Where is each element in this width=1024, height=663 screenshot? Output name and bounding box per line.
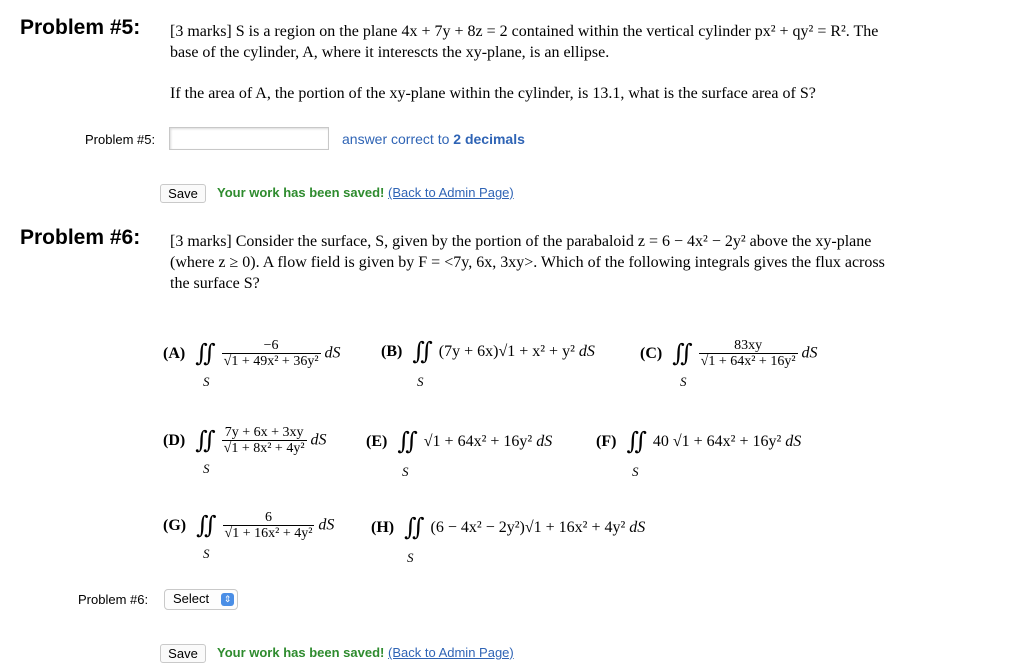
choice-e: (E) ∬ √1 + 64x² + 16y² dS S: [366, 429, 553, 479]
problem-5-heading: Problem #5:: [20, 16, 141, 39]
integral-icon: ∬: [397, 429, 412, 456]
problem-5-answer-input[interactable]: [169, 127, 329, 150]
problem-5-saved-status: [217, 185, 514, 200]
problem-5-saved-text: Your work has been saved!: [217, 185, 385, 200]
problem-5-text: [170, 21, 1010, 63]
choice-h: (H) ∬ (6 − 4x² − 2y²)√1 + 16x² + 4y² dS S: [371, 515, 646, 565]
problem-6-line-3: the surface S?: [170, 275, 260, 292]
integral-icon: ∬: [626, 429, 641, 456]
problem-5-hint-bold: 2 decimals: [453, 131, 525, 147]
choice-b: (B) ∬ (7y + 6x)√1 + x² + y² dS S: [381, 339, 595, 389]
problem-6-save-button[interactable]: Save: [160, 644, 206, 663]
problem-6-admin-link[interactable]: (Back to Admin Page): [388, 645, 514, 660]
problem-6-saved-text: Your work has been saved!: [217, 645, 385, 660]
chevron-up-down-icon: ⇕: [221, 593, 234, 606]
choice-c: (C) ∬ $\frac{83xy}{\text{√1 + 64x² + 16y²}}$ dS S: [640, 338, 818, 389]
problem-6-answer-label: Problem #6:: [78, 592, 149, 607]
problem-6-line-1: [3 marks] Consider the surface, S, given by the portion of the parabaloid z = 6 − 4x² − 2y² above the xy-plane: [170, 233, 872, 250]
integral-icon: ∬: [195, 341, 210, 367]
problem-5-save-button[interactable]: Save: [160, 184, 206, 203]
integral-icon: ∬: [672, 341, 687, 367]
choice-d: (D) ∬ $\frac{7y + 6x + 3xy}{\text{√1 + 8x² + 4y²}}$ dS S: [163, 425, 327, 476]
problem-6-select-value: Select: [173, 591, 210, 606]
integral-icon: ∬: [412, 339, 427, 366]
integral-icon: ∬: [404, 515, 419, 542]
integral-icon: ∬: [196, 513, 211, 539]
problem-6-saved-status: [217, 645, 514, 660]
problem-6-line-2: (where z ≥ 0). A flow field is given by F = <7y, 6x, 3xy>. Which of the following integrals gives the flux across: [170, 254, 885, 271]
choice-a: (A) ∬ $\frac{-6}{\text{√1 + 49x² + 36y²}}$ dS S: [163, 338, 341, 389]
choice-g: (G) ∬ $\frac{6}{\text{√1 + 16x² + 4y²}}$ dS S: [163, 510, 335, 561]
choice-f: (F) ∬ 40 √1 + 64x² + 16y² dS S: [596, 429, 802, 479]
problem-6-heading: Problem #6:: [20, 226, 141, 249]
integral-icon: ∬: [195, 428, 210, 454]
problem-6-answer-select[interactable]: [164, 589, 238, 610]
problem-5-hint: [342, 131, 525, 147]
problem-5-answer-label: Problem #5:: [85, 132, 156, 147]
problem-5-line-1: [3 marks] S is a region on the plane 4x + 7y + 8z = 2 contained within the vertical cylinder px² + qy² = R². The: [170, 23, 879, 40]
problem-5-hint-prefix: answer correct to: [342, 131, 450, 147]
problem-6-text: [170, 231, 1010, 294]
problem-5-admin-link[interactable]: (Back to Admin Page): [388, 185, 514, 200]
problem-5-question: If the area of A, the portion of the xy-plane within the cylinder, is 13.1, what is the surface area of S?: [170, 85, 816, 102]
problem-5-line-2: base of the cylinder, A, where it interescts the xy-plane, is an ellipse.: [170, 44, 610, 61]
